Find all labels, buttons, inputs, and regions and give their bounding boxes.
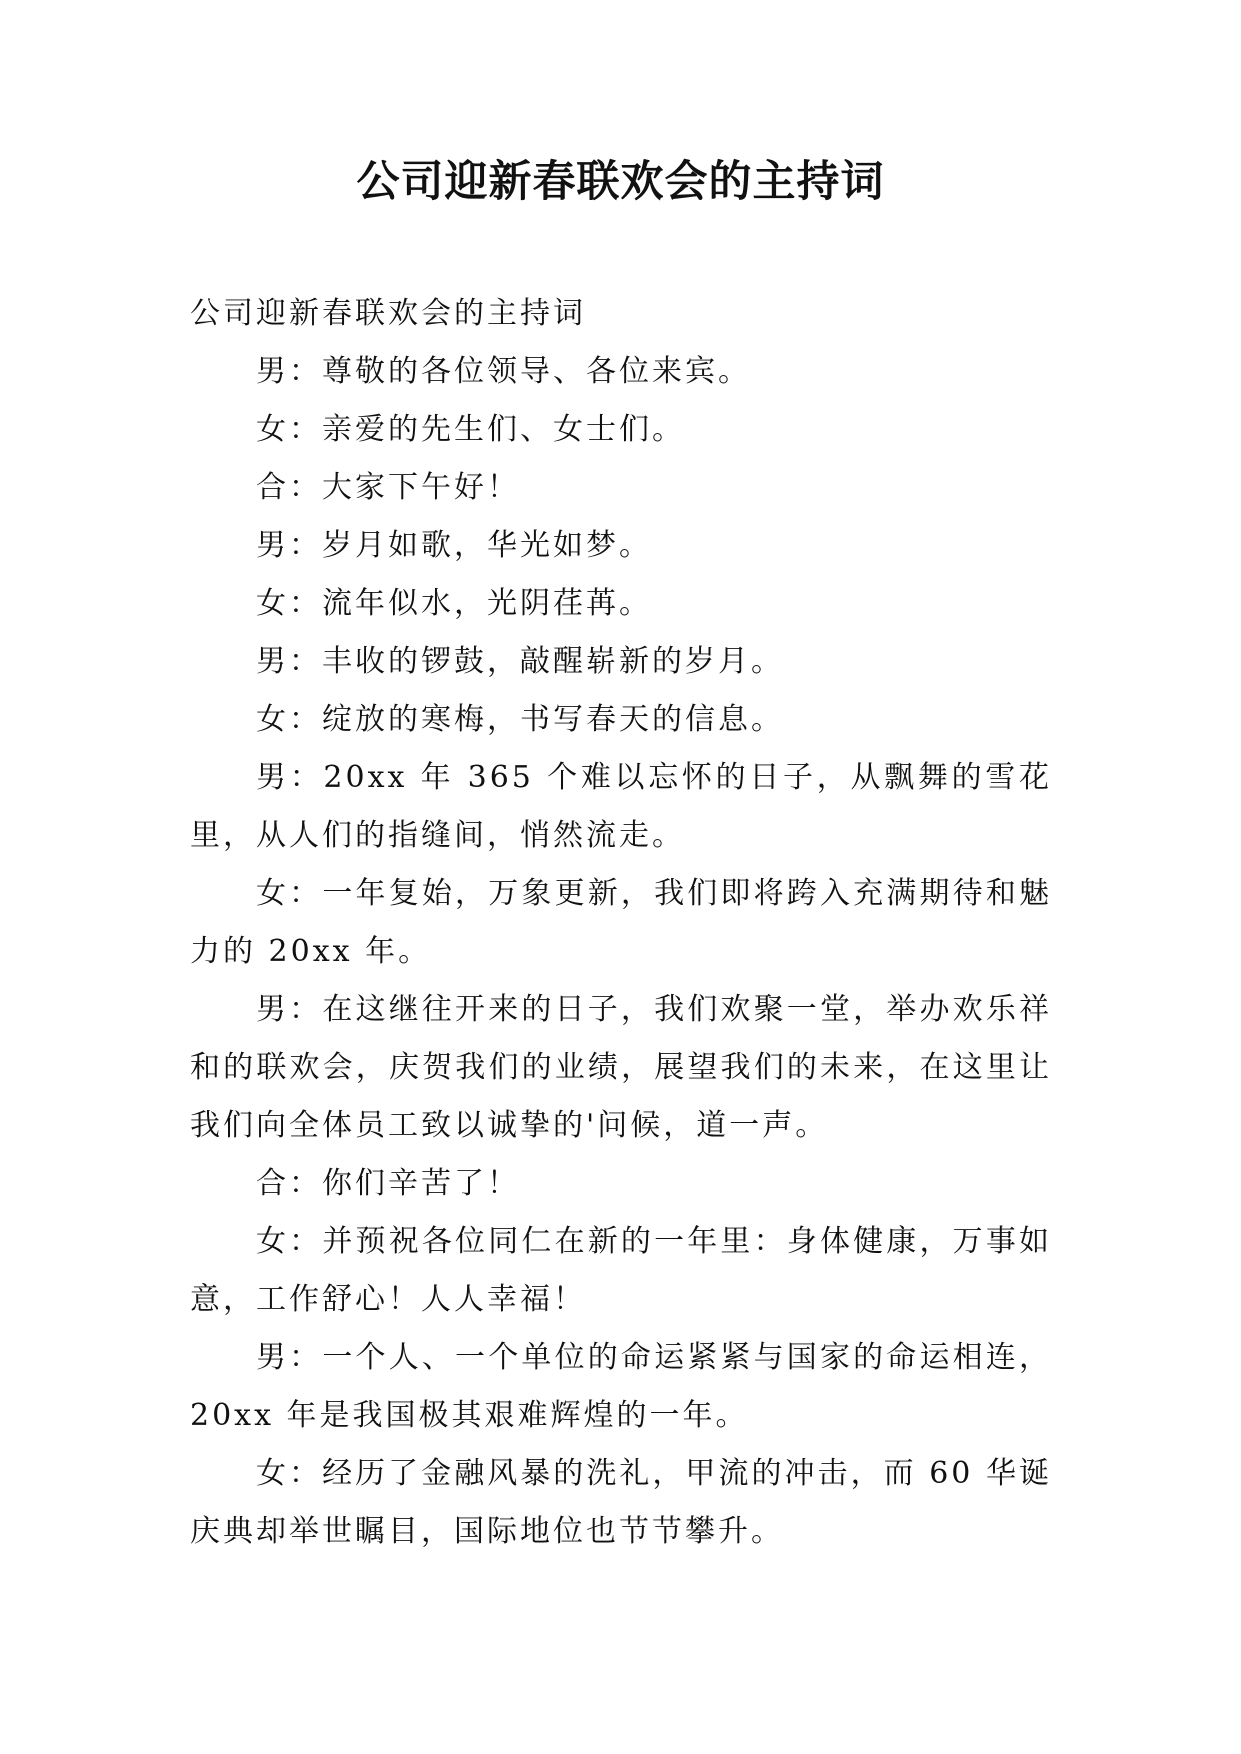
paragraph: 女：经历了金融风暴的洗礼，甲流的冲击，而 60 华诞庆典却举世瞩目，国际地位也节节攀升。 (190, 1456, 1052, 1549)
paragraph: 女：流年似水，光阴荏苒。 (256, 586, 652, 621)
paragraph: 女：并预祝各位同仁在新的一年里：身体健康，万事如意，工作舒心！人人幸福！ (190, 1224, 1052, 1317)
paragraph: 男：岁月如歌，华光如梦。 (256, 528, 652, 563)
paragraph: 男：尊敬的各位领导、各位来宾。 (256, 354, 751, 389)
paragraph: 女：亲爱的先生们、女士们。 (256, 412, 685, 447)
paragraph: 男：在这继往开来的日子，我们欢聚一堂，举办欢乐祥和的联欢会，庆贺我们的业绩，展望我们的未来，在这里让我们向全体员工致以诚挚的'问候，道一声。 (190, 992, 1052, 1143)
paragraph: 合：大家下午好！ (256, 470, 520, 505)
document-body (190, 285, 1052, 1561)
paragraph: 合：你们辛苦了！ (256, 1166, 520, 1201)
paragraph: 男：丰收的锣鼓，敲醒崭新的岁月。 (256, 644, 784, 679)
paragraph: 男：一个人、一个单位的命运紧紧与国家的命运相连，20xx 年是我国极其艰难辉煌的一年。 (190, 1340, 1052, 1433)
page-title: 公司迎新春联欢会的主持词 (356, 157, 885, 207)
paragraph: 男：20xx 年 365 个难以忘怀的日子，从飘舞的雪花里，从人们的指缝间，悄然流走。 (190, 760, 1052, 853)
paragraph: 女：一年复始，万象更新，我们即将跨入充满期待和魅力的 20xx 年。 (190, 876, 1052, 969)
paragraph: 女：绽放的寒梅，书写春天的信息。 (256, 702, 784, 737)
document-subtitle: 公司迎新春联欢会的主持词 (190, 296, 586, 331)
